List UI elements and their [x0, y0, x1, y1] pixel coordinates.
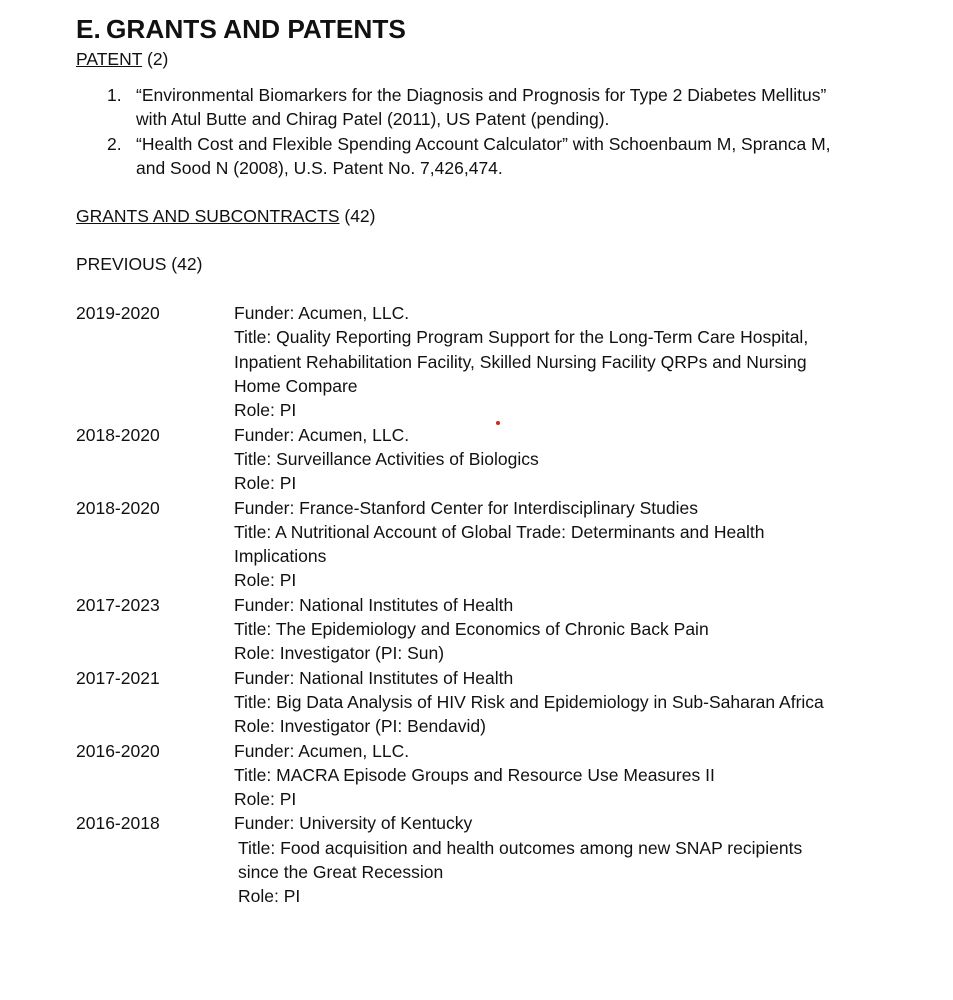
grant-funder: Funder: Acumen, LLC. [234, 303, 410, 324]
grant-role: Role: Investigator (PI: Sun) [234, 643, 445, 664]
grant-title: Title: The Epidemiology and Economics of Chronic Back Pain [234, 619, 709, 640]
grant-funder: Funder: National Institutes of Health [234, 667, 514, 688]
patent-item [76, 132, 836, 181]
section-heading [76, 14, 876, 47]
grant-details [234, 593, 844, 666]
patent-number: 1. [107, 85, 122, 105]
grant-years: 2019-2020 [76, 303, 160, 324]
grant-title: Title: Surveillance Activities of Biologics [234, 448, 539, 469]
grant-title: Title: Big Data Analysis of HIV Risk and Epidemiology in Sub-Saharan Africa [234, 691, 824, 712]
grant-years: 2016-2018 [76, 813, 160, 834]
grants-heading-label: GRANTS AND SUBCONTRACTS [76, 206, 340, 227]
grant-funder: Funder: University of Kentucky [234, 813, 473, 834]
patent-count: (2) [147, 49, 169, 69]
grant-funder: Funder: Acumen, LLC. [234, 740, 410, 761]
grant-years: 2018-2020 [76, 424, 160, 445]
grant-entry [76, 301, 876, 422]
grant-years: 2017-2021 [76, 667, 160, 688]
grant-entry [76, 423, 876, 496]
grant-funder: Funder: National Institutes of Health [234, 594, 514, 615]
grant-details [234, 739, 844, 812]
grant-role: Role: PI [234, 789, 297, 810]
grant-details [234, 666, 844, 739]
grant-entry [76, 593, 876, 666]
grant-details [234, 301, 844, 422]
grant-entry [76, 666, 876, 739]
grant-list [76, 301, 876, 908]
grant-funder: Funder: Acumen, LLC. [234, 424, 410, 445]
grant-title: Title: MACRA Episode Groups and Resource Use Measures II [234, 764, 715, 785]
grant-title: Title: Food acquisition and health outcomes among new SNAP recipients since the Great Recession [238, 837, 803, 883]
previous-heading: PREVIOUS (42) [76, 254, 203, 275]
patent-heading-label: PATENT [76, 49, 143, 69]
grant-role: Role: Investigator (PI: Bendavid) [234, 716, 486, 737]
grant-entry [76, 811, 876, 908]
grant-role: Role: PI [234, 473, 297, 494]
grants-count: (42) [344, 206, 376, 227]
grant-details [234, 423, 844, 496]
grant-details [234, 496, 844, 593]
grant-years: 2016-2020 [76, 740, 160, 761]
grant-entry [76, 496, 876, 593]
grant-years: 2017-2023 [76, 594, 160, 615]
grant-funder: Funder: France-Stanford Center for Interdisciplinary Studies [234, 497, 698, 518]
grant-title: Title: Quality Reporting Program Support for the Long-Term Care Hospital, Inpatient Rehabilitation Facility, Skilled Nursing Facility QRPs and Nursing Home Compare [234, 327, 809, 397]
document-page [76, 14, 876, 909]
grant-role: Role: PI [238, 886, 301, 907]
grant-entry [76, 739, 876, 812]
patent-heading [76, 47, 876, 71]
marker-dot [496, 421, 500, 425]
section-letter: E. [76, 14, 101, 44]
section-title: GRANTS AND PATENTS [106, 14, 406, 44]
grant-title: Title: A Nutritional Account of Global Trade: Determinants and Health Implications [234, 521, 765, 567]
patent-list [76, 83, 876, 180]
grant-years: 2018-2020 [76, 497, 160, 518]
patent-item [76, 83, 836, 132]
patent-text: “Environmental Biomarkers for the Diagnosis and Prognosis for Type 2 Diabetes Mellitus” with Atul Butte and Chirag Patel (2011), US Patent (pending). [136, 85, 827, 130]
grants-heading [76, 204, 876, 228]
grant-role: Role: PI [234, 400, 297, 421]
grant-details [234, 811, 844, 908]
patent-text: “Health Cost and Flexible Spending Account Calculator” with Schoenbaum M, Spranca M, and Sood N (2008), U.S. Patent No. 7,426,474. [136, 133, 831, 178]
grant-role: Role: PI [234, 570, 297, 591]
patent-number: 2. [107, 133, 122, 154]
